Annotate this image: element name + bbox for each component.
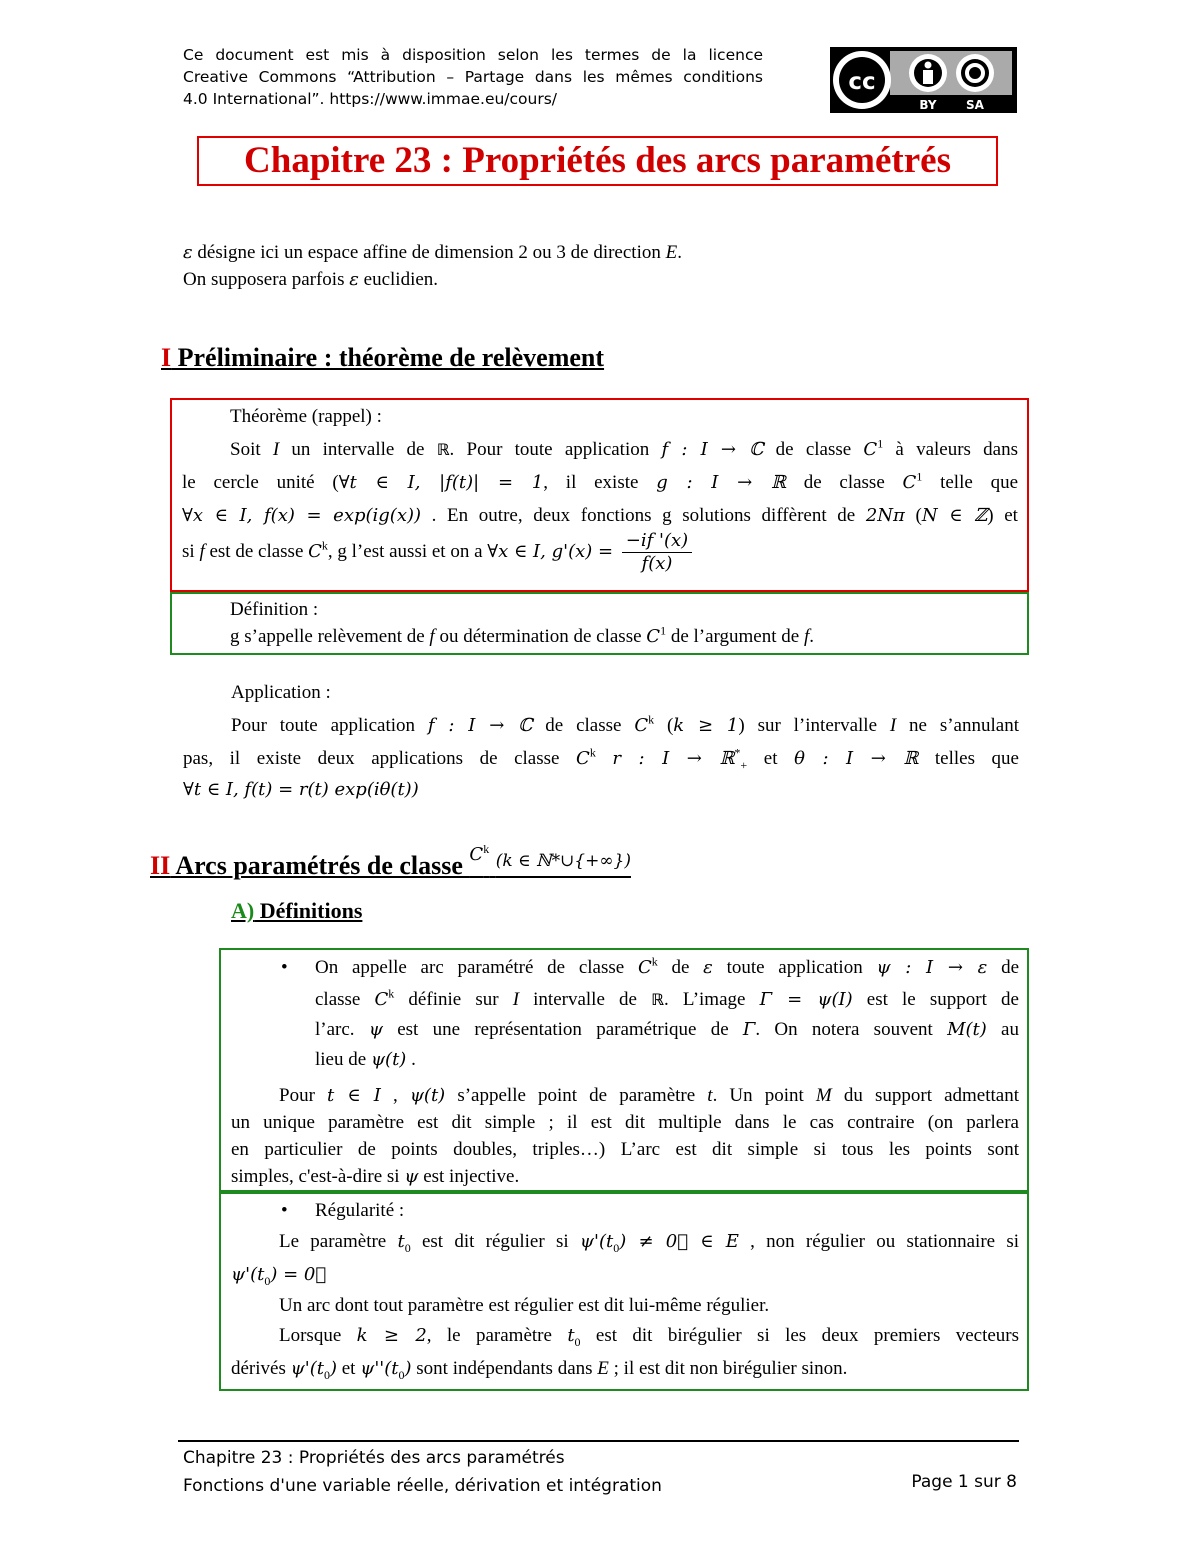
license-line: Ce document est mis à disposition selon les termes de la licence — [183, 46, 763, 64]
subsection-title: Définitions — [254, 898, 363, 923]
math-var: C — [469, 844, 484, 865]
intro — [183, 240, 1023, 294]
definition-line: g s’appelle relèvement de f ou détermination de classe $C^1$ de l’argument de f. — [230, 623, 814, 647]
derivative-fraction: $\frac{-if '(x)}{f(x)}$ — [622, 530, 692, 575]
application-heading: Application : — [231, 682, 331, 703]
regularity-line: Un arc dont tout paramètre est régulier est dit lui-même régulier. — [279, 1294, 770, 1316]
cc-by-sa-icon — [830, 47, 1017, 113]
definition-box — [170, 592, 1029, 655]
subsection-heading-a — [231, 895, 362, 926]
definition-line: en particulier de points doubles, triples…) L’arc est dit simple si tous les points sont — [231, 1138, 1019, 1160]
theorem-line: si f est de classe $C^k$, g l’est aussi et on a ∀x ∈ I, g'(x) = $\frac{-if '(x)}{f(x)}$ — [182, 530, 1018, 575]
footer-divider — [178, 1440, 1019, 1442]
section-number: I — [161, 343, 172, 372]
theorem-line: ∀x ∈ I, f(x) = exp(ig(x)) . En outre, deux fonctions g solutions diffèrent de 2Nπ (N ∈ ℤ) et — [182, 504, 1018, 526]
definition-heading: Définition : — [230, 599, 319, 620]
section-heading-2 — [150, 842, 631, 885]
application-block — [183, 680, 1019, 804]
license-line: Creative Commons “Attribution – Partage dans les mêmes conditions — [183, 68, 763, 86]
theorem-heading: Théorème (rappel) : — [230, 406, 382, 427]
section-math: (k ∈ ℕ*∪{+∞}) — [495, 851, 631, 871]
definition-line: Pour t ∈ I , ψ(t) s’appelle point de paramètre t. Un point M du support admettant — [279, 1085, 1019, 1106]
footer-course: Fonctions d'une variable réelle, dérivation et intégration — [183, 1476, 662, 1496]
regularity-heading: Régularité : — [315, 1200, 405, 1221]
footer — [183, 1444, 823, 1500]
theorem-line: Soit I un intervalle de ℝ. Pour toute application f : I → ℂ de classe $C^1$ à valeurs dans — [230, 436, 1018, 460]
theorem-line: le cercle unité (∀t ∈ I, |f(t)| = 1, il existe g : I → ℝ de classe $C^1$ telle que — [182, 469, 1019, 493]
cc-mark: cc — [848, 69, 876, 95]
chapter-title: Chapitre 23 : Propriétés des arcs paramétrés — [197, 136, 998, 186]
regularity-box — [219, 1192, 1029, 1391]
intro-line — [183, 240, 1023, 267]
regularity-line: dérivés $\psi'(t_0)$ et $\psi''(t_0)$ sont indépendants dans E ; il est dit non birégulier sinon. — [231, 1357, 848, 1382]
subsection-number: A) — [231, 898, 255, 923]
list-item — [281, 1198, 1019, 1225]
intro-text: euclidien. — [358, 268, 439, 290]
page-number: Page 1 sur 8 — [911, 1472, 1017, 1492]
epsilon-symbol: ε — [349, 268, 359, 290]
math-var: E — [665, 242, 678, 263]
section-heading-1 — [161, 340, 604, 377]
section-title: Arcs paramétrés de classe — [170, 851, 470, 880]
license-notice — [183, 44, 763, 110]
sa-label: SA — [966, 98, 984, 112]
epsilon-symbol: ε — [183, 242, 193, 263]
regularity-line: Le paramètre $t_0$ est dit régulier si $\psi'(t_0)$ ≠ 0⃗ ∈ E , non régulier ou stationnaire si — [279, 1231, 1020, 1255]
definition-line: lieu de ψ(t) . — [315, 1048, 416, 1070]
section-title: Préliminaire : théorème de relèvement — [171, 343, 605, 372]
definition-line: l’arc. ψ est une représentation paramétrique de Γ. On notera souvent M(t) au — [315, 1018, 1019, 1040]
cc-by-sa-logo — [830, 47, 1017, 113]
definition-line: un unique paramètre est dit simple ; il est dit multiple dans le cas contraire (on parlera — [231, 1111, 1019, 1133]
license-line: 4.0 International”. https://www.immae.eu/cours/ — [183, 90, 558, 108]
math-sup: k — [483, 842, 490, 856]
application-line: pas, il existe deux applications de classe $C^k$ r : I → ℝ*$_+$ et θ : I → ℝ telles que — [183, 745, 1019, 772]
definition-line: simples, c'est-à-dire si ψ est injective. — [231, 1165, 520, 1187]
list-item — [281, 955, 1019, 1074]
definition-line: classe $C^k$ définie sur I intervalle de ℝ. L’image Γ = ψ(I) est le support de — [315, 986, 1019, 1010]
intro-text: On supposera parfois — [183, 268, 350, 290]
definition-line: On appelle arc paramétré de classe $C^k$ de ε toute application ψ : I → ε de — [315, 954, 1020, 978]
definitions-box — [219, 948, 1029, 1192]
theorem-box — [170, 398, 1029, 592]
intro-text: désigne ici un espace affine de dimension 2 ou 3 de direction — [192, 242, 666, 263]
regularity-line: Lorsque k ≥ 2, le paramètre $t_0$ est dit birégulier si les deux premiers vecteurs — [279, 1324, 1020, 1349]
intro-text: . — [677, 242, 682, 263]
intro-line — [183, 267, 1023, 294]
bullet-icon: • — [281, 1200, 288, 1221]
application-line: ∀t ∈ I, f(t) = r(t) exp(iθ(t)) — [183, 778, 419, 800]
bullet-icon: • — [281, 957, 288, 978]
section-number: II — [150, 851, 171, 880]
by-label: BY — [919, 98, 937, 112]
application-line: Pour toute application f : I → ℂ de classe $C^k$ (k ≥ 1) sur l’intervalle I ne s’annulant — [231, 712, 1019, 736]
footer-chapter: Chapitre 23 : Propriétés des arcs paramétrés — [183, 1448, 565, 1468]
regularity-line: $\psi'(t_0)$ = 0⃗ — [231, 1263, 327, 1288]
